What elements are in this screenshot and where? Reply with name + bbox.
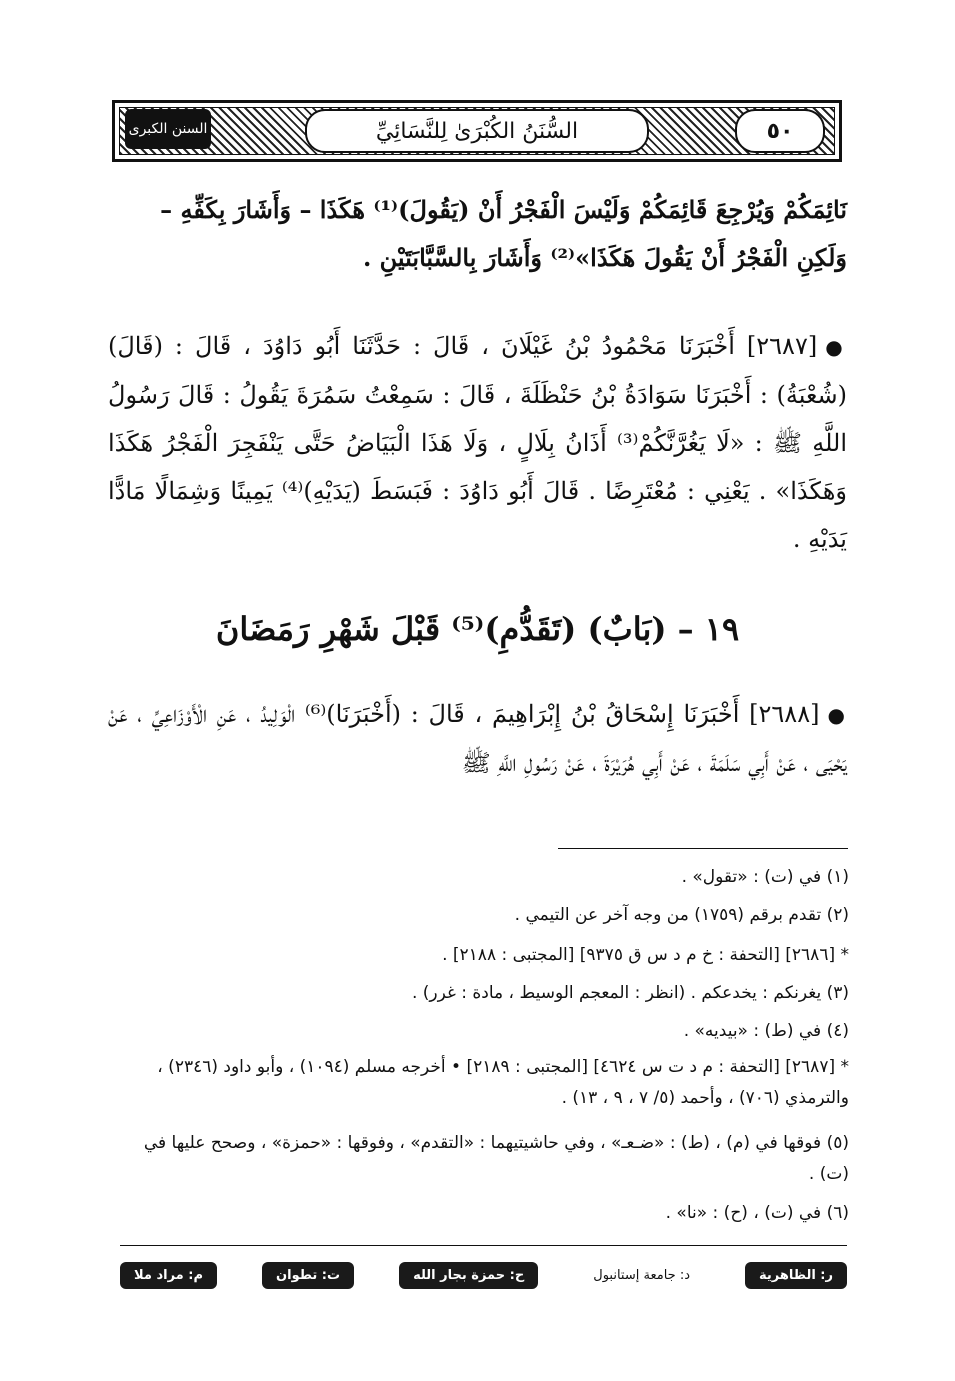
page-number: ٥٠ [735,109,825,153]
footnote: (٤) في (ط) : «بيديه» . [683,1021,849,1041]
hadith-2688 [108,690,847,787]
manuscript-tag: ر: الظاهرية [745,1262,847,1289]
manuscript-tag: ح: حمزة بجار الله [399,1262,538,1289]
manuscript-tag: ت: تطوان [262,1262,354,1289]
text-line-2: وَلَكِنِ الْفَجْرُ أَنْ يَقُولَ هَكَذَا»⁽²⁾ وَأَشَارَ بِالسَّبَّابَتَيْنِ . [362,243,847,272]
hadith-2687-text: [٢٦٨٧] أَخْبَرَنَا مَحْمُودُ بْنُ غَيْلَانَ ، قَالَ : حَدَّثَنَا أَبُو دَاوُدَ ، قَالَ : (قَالَ) (شُعْبَةُ) : أَخْبَرَنَا سَوَادَةُ بْنُ حَنْظَلَةَ ، قَالَ : سَمِعْتُ سَمُرَةَ يَقُولُ : قَالَ رَسُولُ اللَّهِ ﷺ : «لَا يَغُرَّنَّكُمْ⁽³⁾ أَذَانُ بِلَالٍ ، وَلَا هَذَا الْبَيَاضُ حَتَّى يَنْفَجِرَ الْفَجْرُ هَكَذَا وَهَكَذَا» . يَعْنِي : مُعْتَرِضًا . قَالَ أَبُو دَاوُدَ : فَبَسَطَ (يَدَيْهِ)⁽⁴⁾ يَمِينًا وَشِمَالًا مَادًّا يَدَيْهِ . [108,332,848,553]
footnote: (٣) يغرنكم : يخدعكم . (انظر : المعجم الوسيط ، مادة : غرر) . [411,983,849,1003]
footnote: (١) في (ت) : «تقول» . [681,867,849,887]
bullet-icon: ● [827,703,848,727]
manuscript-tag: م: مراد ملا [120,1262,217,1289]
manuscript-legend [120,1258,847,1292]
paragraph-continuation [108,186,847,282]
footnote: (٢) تقدم برقم (١٧٥٩) من وجه آخر عن التيمي . [514,905,849,925]
bullet-icon: ● [825,335,848,359]
book-title: السُّنَنُ الكُبْرَىٰ لِلنَّسَائِيِّ [305,109,649,153]
page-header [112,100,842,162]
text-line-1: نَائِمَكُمْ وَيُرْجِعَ قَائِمَكُمْ وَلَيْسَ الْفَجْرُ أَنْ (يَقُولَ)⁽¹⁾ هَكَذَا – وَأَشَارَ بِكَفِّهِ – [160,195,847,224]
footer-divider [120,1245,847,1246]
hadith-2688-text: [٢٦٨٨] أَخْبَرَنَا إِسْحَاقُ بْنُ إِبْرَاهِيمَ ، قَالَ : (أَخْبَرَنَا)⁽⁶⁾ الْوَلِيدُ ، عَنِ الْأَوْزَاعِيِّ ، عَنْ يَحْيَى ، عَنْ أَبِي سَلَمَةَ ، عَنْ أَبِي هُرَيْرَةَ ، عَنْ رَسُولِ اللَّهِ ﷺ [108,700,847,777]
footnote: (٦) في (ت) ، (ح) : «نا» . [665,1203,849,1223]
footnote-divider [558,848,848,849]
footnote: (٥) فوقها في (م) ، (ط) : «ضـعـ» ، وفي حاشيتيهما : «التقدم» ، وفوقها : «حمزة» ، وصحح عليها في (ت) . [143,1133,849,1184]
hadith-2687 [108,322,847,563]
footnote: * [٢٦٨٦] [التحفة : خ م د س ق ٩٣٧٥] [المجتبى : ٢١٨٨] . [442,945,849,965]
emblem-logo: السنن الكبرى [125,109,211,149]
chapter-heading: ١٩ – (بَابٌ) (تَقَدُّمِ)⁽⁵⁾ قَبْلَ شَهْرِ رَمَضَانَ [215,610,740,648]
manuscript-tag: د: جامعة إستانبول [593,1267,690,1283]
footnote: * [٢٦٨٧] [التحفة : م د ت س ٤٦٢٤] [المجتبى : ٢١٨٩] • أخرجه مسلم (١٠٩٤) ، وأبو داود (٢٣٤٦) ، والترمذي (٧٠٦) ، وأحمد (٥/ ٧ ، ٩ ، ١٣) . [157,1057,849,1108]
